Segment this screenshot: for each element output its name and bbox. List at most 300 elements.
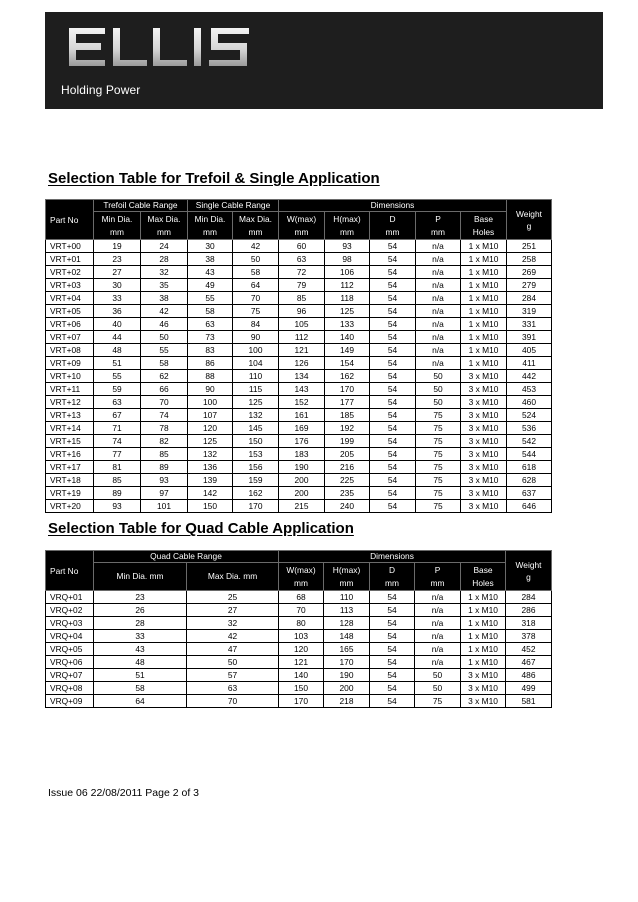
table-row	[46, 500, 552, 513]
table-cell: 110	[324, 591, 370, 604]
table-cell: 44	[94, 331, 141, 344]
header-banner	[45, 12, 603, 109]
header-weight-unit: g	[526, 571, 531, 582]
table-cell: n/a	[415, 630, 461, 643]
table-row	[46, 474, 552, 487]
sub-header	[370, 563, 415, 591]
table-cell: 150	[188, 500, 233, 513]
table-cell: 251	[507, 240, 552, 253]
table-cell: 3 x M10	[461, 487, 507, 500]
table-row	[46, 331, 552, 344]
table-cell: 132	[188, 448, 233, 461]
table-cell: 54	[370, 279, 416, 292]
table-cell: 77	[94, 448, 141, 461]
table-cell: n/a	[416, 344, 461, 357]
table-cell: 134	[279, 370, 325, 383]
part-number-cell: VRT+03	[46, 279, 94, 292]
table-cell: 54	[370, 500, 416, 513]
header-weight	[507, 200, 552, 240]
table-cell: 32	[141, 266, 188, 279]
table-cell: 85	[141, 448, 188, 461]
table-cell: 106	[325, 266, 370, 279]
sub-header-line: mm	[339, 577, 354, 588]
part-number-cell: VRT+10	[46, 370, 94, 383]
table-cell: 192	[325, 422, 370, 435]
table-cell: 467	[506, 656, 552, 669]
table-cell: 170	[233, 500, 279, 513]
part-number-cell: VRQ+07	[46, 669, 94, 682]
part-number-cell: VRQ+02	[46, 604, 94, 617]
table-cell: 215	[279, 500, 325, 513]
table-cell: 50	[416, 396, 461, 409]
part-number-cell: VRT+09	[46, 357, 94, 370]
table-cell: 258	[507, 253, 552, 266]
table-cell: 48	[94, 344, 141, 357]
sub-header-line: W(max)	[286, 565, 316, 575]
table-row	[46, 279, 552, 292]
table-cell: 32	[187, 617, 279, 630]
table-cell: 460	[507, 396, 552, 409]
table-cell: 405	[507, 344, 552, 357]
sub-header-line: H(max)	[332, 565, 361, 575]
table-cell: 1 x M10	[461, 357, 507, 370]
table-cell: 54	[370, 487, 416, 500]
table-cell: 50	[415, 682, 461, 695]
table-cell: 581	[506, 695, 552, 708]
table-cell: 79	[279, 279, 325, 292]
part-number-cell: VRQ+01	[46, 591, 94, 604]
table-cell: 411	[507, 357, 552, 370]
table-cell: 86	[188, 357, 233, 370]
table-row	[46, 461, 552, 474]
table-cell: 54	[370, 617, 415, 630]
table-cell: 50	[187, 656, 279, 669]
sub-header-line: D	[389, 214, 396, 224]
table-cell: 58	[94, 682, 187, 695]
table-cell: 279	[507, 279, 552, 292]
table-cell: 38	[188, 253, 233, 266]
table-cell: 54	[370, 370, 416, 383]
part-number-cell: VRT+17	[46, 461, 94, 474]
table-cell: 1 x M10	[461, 344, 507, 357]
sub-header-line: Holes	[472, 577, 494, 588]
table-cell: 524	[507, 409, 552, 422]
table-cell: 153	[233, 448, 279, 461]
table-cell: 145	[233, 422, 279, 435]
table-cell: 1 x M10	[461, 305, 507, 318]
table-cell: 89	[94, 487, 141, 500]
sub-header-line: mm	[203, 226, 217, 237]
table-cell: 83	[188, 344, 233, 357]
table-cell: 452	[506, 643, 552, 656]
part-number-cell: VRT+11	[46, 383, 94, 396]
table-cell: 55	[94, 370, 141, 383]
sub-header-line: Min Dia.	[194, 214, 226, 224]
table-cell: n/a	[416, 266, 461, 279]
table-cell: 148	[324, 630, 370, 643]
table-cell: 68	[279, 591, 324, 604]
table-row	[46, 318, 552, 331]
table-cell: 391	[507, 331, 552, 344]
table-cell: 442	[507, 370, 552, 383]
table-cell: 486	[506, 669, 552, 682]
table-cell: n/a	[416, 279, 461, 292]
table-cell: 58	[188, 305, 233, 318]
table-row	[46, 656, 552, 669]
table-cell: 3 x M10	[461, 500, 507, 513]
table-row	[46, 422, 552, 435]
table-cell: 27	[187, 604, 279, 617]
table-cell: 150	[233, 435, 279, 448]
part-number-cell: VRT+02	[46, 266, 94, 279]
table-cell: 150	[279, 682, 324, 695]
table-cell: 70	[187, 695, 279, 708]
sub-header-line: P	[435, 214, 441, 224]
table-cell: 162	[233, 487, 279, 500]
sub-header-line: mm	[385, 577, 399, 588]
table-row	[46, 383, 552, 396]
table-cell: 93	[325, 240, 370, 253]
table-cell: 54	[370, 630, 415, 643]
table-cell: 1 x M10	[461, 331, 507, 344]
sub-header	[279, 212, 325, 240]
table-cell: 63	[187, 682, 279, 695]
table-cell: 42	[187, 630, 279, 643]
table-cell: 536	[507, 422, 552, 435]
table-row	[46, 292, 552, 305]
table-cell: 225	[325, 474, 370, 487]
table-cell: 104	[233, 357, 279, 370]
table-cell: 139	[188, 474, 233, 487]
sub-header-line: mm	[340, 226, 354, 237]
table-cell: 66	[141, 383, 188, 396]
table-cell: 499	[506, 682, 552, 695]
table-cell: 54	[370, 357, 416, 370]
table-cell: 1 x M10	[461, 266, 507, 279]
table-cell: 618	[507, 461, 552, 474]
sub-header-line: Max Dia.	[147, 214, 181, 224]
tagline: Holding Power	[61, 83, 141, 97]
table-cell: 169	[279, 422, 325, 435]
table-cell: 176	[279, 435, 325, 448]
table-cell: 54	[370, 591, 415, 604]
table-cell: 54	[370, 240, 416, 253]
sub-header-line: Holes	[472, 226, 495, 237]
table-cell: 51	[94, 357, 141, 370]
table-cell: 50	[141, 331, 188, 344]
table-cell: 81	[94, 461, 141, 474]
sub-header-line: W(max)	[286, 214, 317, 224]
table-cell: 107	[188, 409, 233, 422]
part-number-cell: VRT+06	[46, 318, 94, 331]
table-cell: 42	[141, 305, 188, 318]
table-cell: 97	[141, 487, 188, 500]
table-cell: 75	[416, 409, 461, 422]
part-number-cell: VRQ+09	[46, 695, 94, 708]
table-cell: 98	[325, 253, 370, 266]
table-row	[46, 396, 552, 409]
table-cell: 85	[279, 292, 325, 305]
table-cell: 63	[188, 318, 233, 331]
table-row	[46, 448, 552, 461]
sub-header-line: mm	[157, 226, 171, 237]
table-cell: 156	[233, 461, 279, 474]
table-cell: 3 x M10	[461, 669, 506, 682]
table-cell: 38	[141, 292, 188, 305]
table-cell: 165	[324, 643, 370, 656]
table-cell: 112	[325, 279, 370, 292]
table-cell: 177	[325, 396, 370, 409]
header-quad-range: Quad Cable Range	[94, 551, 279, 563]
part-number-cell: VRT+14	[46, 422, 94, 435]
table-cell: 112	[279, 331, 325, 344]
table-cell: 80	[279, 617, 324, 630]
table-cell: 93	[141, 474, 188, 487]
sub-header-line: D	[388, 565, 396, 575]
sub-header-line: Base	[473, 214, 494, 224]
part-number-cell: VRT+05	[46, 305, 94, 318]
table-cell: 58	[141, 357, 188, 370]
table-cell: 544	[507, 448, 552, 461]
table-cell: 90	[188, 383, 233, 396]
table-cell: 50	[416, 370, 461, 383]
table-cell: n/a	[415, 656, 461, 669]
table-cell: 200	[324, 682, 370, 695]
table1-title: Selection Table for Trefoil & Single Application	[48, 170, 380, 187]
page-footer: Issue 06 22/08/2011 Page 2 of 3	[48, 787, 200, 799]
table-cell: 27	[94, 266, 141, 279]
table-cell: 162	[325, 370, 370, 383]
sub-header-line: P	[434, 565, 441, 575]
table-row	[46, 357, 552, 370]
header-weight-label: Weight	[515, 559, 542, 570]
table-cell: 54	[370, 383, 416, 396]
table-cell: 235	[325, 487, 370, 500]
table-row	[46, 487, 552, 500]
part-number-cell: VRQ+03	[46, 617, 94, 630]
table-cell: 128	[324, 617, 370, 630]
table-cell: 82	[141, 435, 188, 448]
table-cell: 269	[507, 266, 552, 279]
table-row	[46, 266, 552, 279]
sub-header-line: H(max)	[333, 214, 361, 224]
sub-header	[324, 563, 370, 591]
table-cell: 1 x M10	[461, 240, 507, 253]
table-cell: 54	[370, 643, 415, 656]
table-cell: 30	[188, 240, 233, 253]
table-cell: 30	[94, 279, 141, 292]
table-cell: 63	[94, 396, 141, 409]
table-cell: 40	[94, 318, 141, 331]
sub-header-line: mm	[385, 226, 400, 237]
table-cell: n/a	[415, 643, 461, 656]
table-cell: 72	[279, 266, 325, 279]
table-cell: 126	[279, 357, 325, 370]
table-cell: 28	[94, 617, 187, 630]
table-cell: 3 x M10	[461, 695, 506, 708]
table-cell: 54	[370, 292, 416, 305]
table-cell: 33	[94, 292, 141, 305]
table-cell: 110	[233, 370, 279, 383]
table-cell: 59	[94, 383, 141, 396]
table-cell: 54	[370, 331, 416, 344]
part-number-cell: VRT+18	[46, 474, 94, 487]
table-cell: 185	[325, 409, 370, 422]
table-cell: 84	[233, 318, 279, 331]
table-cell: 103	[279, 630, 324, 643]
table-cell: 132	[233, 409, 279, 422]
table-cell: 3 x M10	[461, 448, 507, 461]
table-cell: 24	[141, 240, 188, 253]
table-cell: 54	[370, 656, 415, 669]
table-cell: n/a	[415, 604, 461, 617]
table-cell: 284	[507, 292, 552, 305]
sub-header	[141, 212, 188, 240]
table-cell: 105	[279, 318, 325, 331]
table-cell: 54	[370, 409, 416, 422]
table-cell: 50	[415, 669, 461, 682]
table-cell: 75	[416, 500, 461, 513]
table-cell: 36	[94, 305, 141, 318]
table-cell: 143	[279, 383, 325, 396]
table-cell: 70	[233, 292, 279, 305]
part-number-cell: VRQ+08	[46, 682, 94, 695]
table-cell: 125	[325, 305, 370, 318]
table-cell: 1 x M10	[461, 604, 506, 617]
part-number-cell: VRT+15	[46, 435, 94, 448]
table-cell: 200	[279, 474, 325, 487]
table-cell: 96	[279, 305, 325, 318]
sub-header-line: mm	[110, 226, 124, 237]
table-cell: 170	[325, 383, 370, 396]
sub-header	[187, 563, 279, 591]
table-row	[46, 435, 552, 448]
table-cell: 93	[94, 500, 141, 513]
table-cell: 1 x M10	[461, 253, 507, 266]
part-number-cell: VRT+12	[46, 396, 94, 409]
table-cell: 42	[233, 240, 279, 253]
ellis-logo	[63, 24, 253, 70]
table-cell: 136	[188, 461, 233, 474]
part-number-cell: VRQ+04	[46, 630, 94, 643]
table-cell: 43	[188, 266, 233, 279]
table-cell: 50	[233, 253, 279, 266]
table-cell: 75	[415, 695, 461, 708]
table-cell: 199	[325, 435, 370, 448]
sub-header-line: mm	[430, 577, 445, 588]
sub-header	[415, 563, 461, 591]
table-cell: 3 x M10	[461, 383, 507, 396]
table-cell: 159	[233, 474, 279, 487]
table-cell: 74	[94, 435, 141, 448]
table-cell: 637	[507, 487, 552, 500]
table-cell: 284	[506, 591, 552, 604]
table-cell: 23	[94, 253, 141, 266]
table-cell: 100	[233, 344, 279, 357]
header-trefoil-range: Trefoil Cable Range	[94, 200, 188, 212]
table-cell: 85	[94, 474, 141, 487]
table-cell: n/a	[416, 331, 461, 344]
table-cell: 286	[506, 604, 552, 617]
table-cell: 115	[233, 383, 279, 396]
sub-header	[279, 563, 324, 591]
sub-header-line: Min Dia. mm	[116, 571, 164, 582]
table-row	[46, 695, 552, 708]
table-row	[46, 617, 552, 630]
table-cell: 26	[94, 604, 187, 617]
table-cell: 542	[507, 435, 552, 448]
table-row	[46, 409, 552, 422]
header-part-no: Part No	[46, 551, 94, 591]
table-cell: 54	[370, 669, 415, 682]
table-cell: 54	[370, 448, 416, 461]
table-cell: 55	[188, 292, 233, 305]
table-cell: 1 x M10	[461, 630, 506, 643]
table-cell: 161	[279, 409, 325, 422]
table-cell: 142	[188, 487, 233, 500]
table-cell: 54	[370, 266, 416, 279]
table-cell: 125	[233, 396, 279, 409]
table-cell: 318	[506, 617, 552, 630]
table-cell: 378	[506, 630, 552, 643]
table-cell: 70	[141, 396, 188, 409]
table-cell: 3 x M10	[461, 409, 507, 422]
table-cell: 190	[279, 461, 325, 474]
table-cell: n/a	[416, 357, 461, 370]
table-cell: 33	[94, 630, 187, 643]
table-cell: 200	[279, 487, 325, 500]
sub-header-line: Max Dia. mm	[207, 571, 258, 582]
table-cell: 3 x M10	[461, 422, 507, 435]
table-cell: 216	[325, 461, 370, 474]
header-dimensions: Dimensions	[279, 200, 507, 212]
table-row	[46, 344, 552, 357]
table-row	[46, 253, 552, 266]
header-weight-unit: g	[526, 220, 532, 231]
table-cell: 1 x M10	[461, 591, 506, 604]
header-dimensions: Dimensions	[279, 551, 506, 563]
table-cell: 100	[188, 396, 233, 409]
header-weight-label: Weight	[516, 208, 542, 219]
table-cell: n/a	[416, 240, 461, 253]
table-cell: 75	[416, 474, 461, 487]
table-cell: 1 x M10	[461, 643, 506, 656]
table-cell: 49	[188, 279, 233, 292]
table-row	[46, 682, 552, 695]
sub-header	[94, 212, 141, 240]
table-cell: 62	[141, 370, 188, 383]
sub-header	[461, 212, 507, 240]
table-cell: 3 x M10	[461, 435, 507, 448]
table-cell: 75	[416, 448, 461, 461]
table-cell: 120	[188, 422, 233, 435]
table-cell: 19	[94, 240, 141, 253]
table2-title: Selection Table for Quad Cable Application	[48, 520, 354, 537]
part-number-cell: VRQ+06	[46, 656, 94, 669]
table-cell: 63	[279, 253, 325, 266]
table-cell: 3 x M10	[461, 370, 507, 383]
table-cell: 133	[325, 318, 370, 331]
table-cell: 120	[279, 643, 324, 656]
table-cell: 51	[94, 669, 187, 682]
table-cell: 190	[324, 669, 370, 682]
table-row	[46, 591, 552, 604]
table-cell: 453	[507, 383, 552, 396]
table-cell: 54	[370, 474, 416, 487]
table-cell: 71	[94, 422, 141, 435]
table-cell: 125	[188, 435, 233, 448]
table-cell: 54	[370, 604, 415, 617]
